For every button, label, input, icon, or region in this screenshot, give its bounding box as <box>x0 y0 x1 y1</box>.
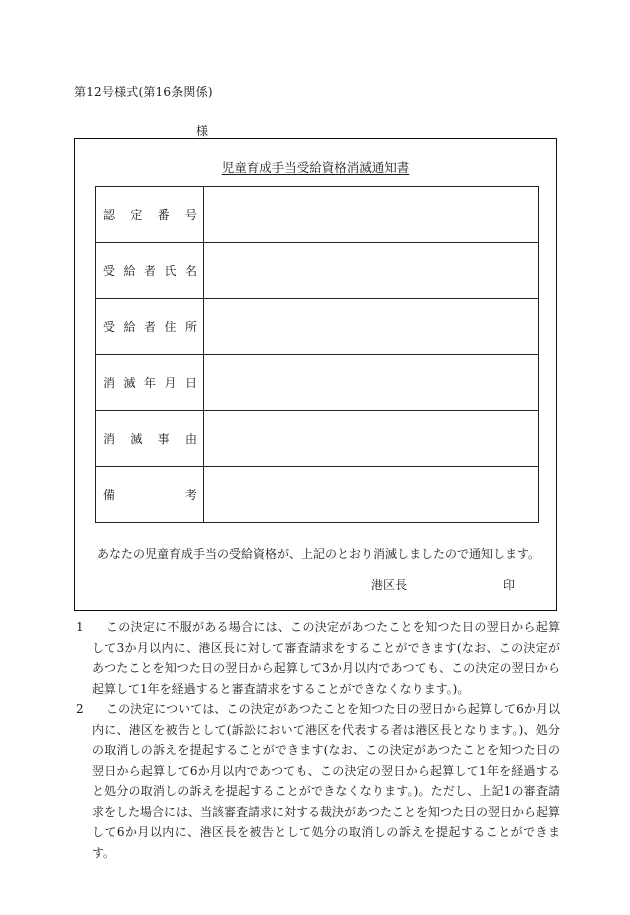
note-item <box>74 617 560 699</box>
info-table <box>95 186 539 523</box>
note-number: 1 <box>76 620 84 634</box>
appeal-notes <box>74 617 560 863</box>
issuer-name: 港区長 <box>371 578 408 592</box>
addressee-suffix: 様 <box>196 124 209 138</box>
note-item <box>74 699 560 863</box>
table-row <box>96 355 539 411</box>
field-label-remarks: 備考 <box>96 467 204 523</box>
field-label-recipient-address: 受給者住所 <box>96 299 204 355</box>
field-value-termination-date[interactable] <box>204 355 539 411</box>
field-value-recipient-address[interactable] <box>204 299 539 355</box>
note-text: この決定については、この決定があつたことを知つた日の翌日から起算して6か月以内に、港区を被告として(訴訟において港区を代表する者は港区長となります。)、処分の取消しの訴えを提起することができます(なお、この決定があつたことを知つた日の翌日から起算して6か月以内であつても、この決定の翌日から起算して1年を経過すると処分の取消しの訴えを提起することができなくなります。)。ただし、上記1の審査請求をした場合には、当該審査請求に対する裁決があつたことを知つた日の翌日から起算して6か月以内に、港区長を被告として処分の取消しの訴えを提起することができます。 <box>92 702 561 860</box>
document-title <box>75 158 556 176</box>
field-value-remarks[interactable] <box>204 467 539 523</box>
field-value-recipient-name[interactable] <box>204 243 539 299</box>
field-label-recipient-name: 受給者氏名 <box>96 243 204 299</box>
field-label-certification-number: 認定番号 <box>96 187 204 243</box>
notice-form-box <box>74 138 557 611</box>
seal-mark: 印 <box>503 578 516 592</box>
notice-statement: あなたの児童育成手当の受給資格が、上記のとおり消滅しましたので通知します。 <box>97 547 541 561</box>
table-row <box>96 411 539 467</box>
form-id: 第12号様式(第16条関係) <box>74 85 213 99</box>
note-text: この決定に不服がある場合には、この決定があつたことを知つた日の翌日から起算して3か月以内に、港区長に対して審査請求をすることができます(なお、この決定があつたことを知つた日の翌日から起算して3か月以内であつても、この決定の翌日から起算して1年を経過すると審査請求をすることができなくなります。)。 <box>92 620 560 696</box>
table-row <box>96 467 539 523</box>
field-value-termination-reason[interactable] <box>204 411 539 467</box>
document-title-text: 児童育成手当受給資格消滅通知書 <box>221 160 410 175</box>
note-number: 2 <box>76 702 84 716</box>
field-value-certification-number[interactable] <box>204 187 539 243</box>
table-row <box>96 187 539 243</box>
field-label-termination-date: 消滅年月日 <box>96 355 204 411</box>
table-row <box>96 243 539 299</box>
field-label-termination-reason: 消滅事由 <box>96 411 204 467</box>
table-row <box>96 299 539 355</box>
